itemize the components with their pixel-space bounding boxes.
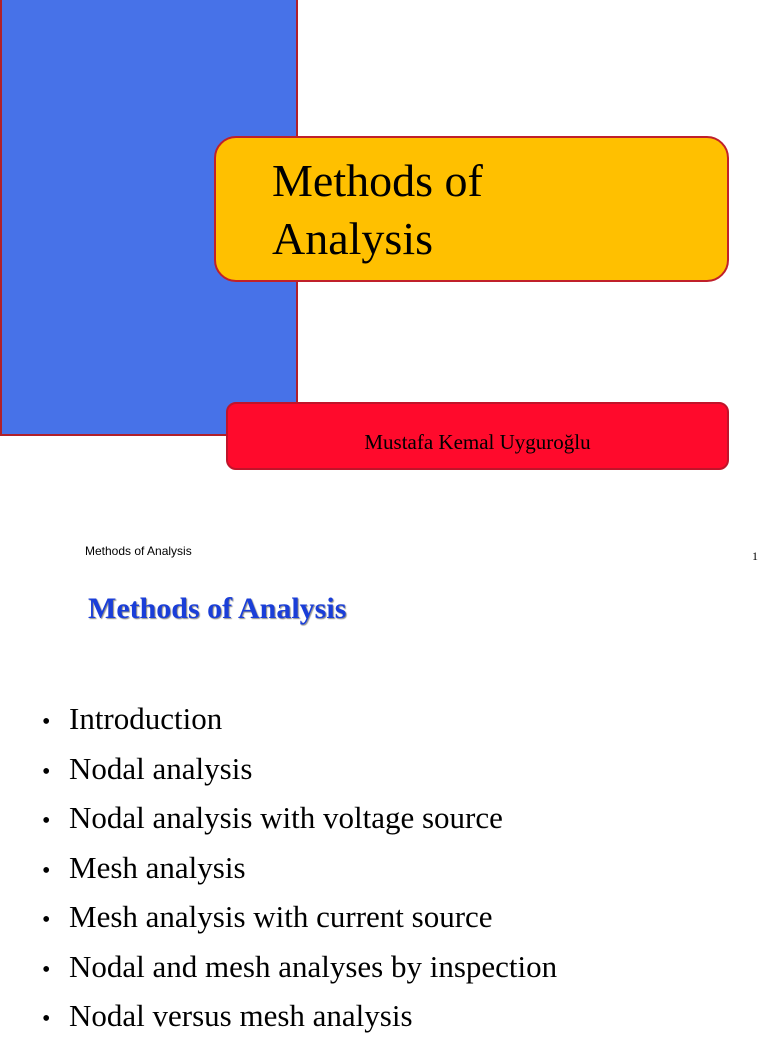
- list-item-text: Nodal and mesh analyses by inspection: [69, 948, 558, 984]
- list-item-text: Nodal analysis with voltage source: [69, 800, 503, 835]
- title-box: [214, 136, 729, 282]
- list-item-text: Mesh analysis: [69, 849, 246, 885]
- list-item: [42, 991, 557, 1041]
- bullet-icon: •: [42, 907, 51, 933]
- title-line-1: Methods of: [272, 155, 483, 206]
- list-item: [42, 892, 557, 942]
- author-box: [226, 402, 729, 470]
- bullet-icon: •: [42, 709, 51, 735]
- list-item-text: Nodal analysis: [69, 750, 253, 786]
- bullet-icon: •: [42, 758, 51, 785]
- list-item-text: Introduction: [69, 701, 223, 736]
- bullet-icon: •: [42, 1006, 51, 1032]
- list-item-text: Nodal versus mesh analysis: [69, 998, 413, 1033]
- author-name: Mustafa Kemal Uyguroğlu: [364, 430, 591, 454]
- list-item: [42, 942, 557, 992]
- page-number: 1: [752, 549, 758, 563]
- list-item-text: Mesh analysis with current source: [69, 899, 493, 934]
- list-item: [42, 744, 557, 794]
- list-item: [42, 843, 557, 893]
- list-item: [42, 694, 557, 744]
- bullet-icon: •: [42, 808, 51, 834]
- title-slide: [0, 0, 768, 520]
- bullet-icon: •: [42, 956, 51, 983]
- slide-title: [272, 152, 692, 268]
- bullet-icon: •: [42, 857, 51, 884]
- list-item: [42, 793, 557, 843]
- agenda-list: [42, 694, 557, 1041]
- footer-title: Methods of Analysis: [85, 544, 192, 558]
- slide-heading: Methods of Analysis: [88, 592, 347, 625]
- title-line-2: Analysis: [272, 213, 433, 264]
